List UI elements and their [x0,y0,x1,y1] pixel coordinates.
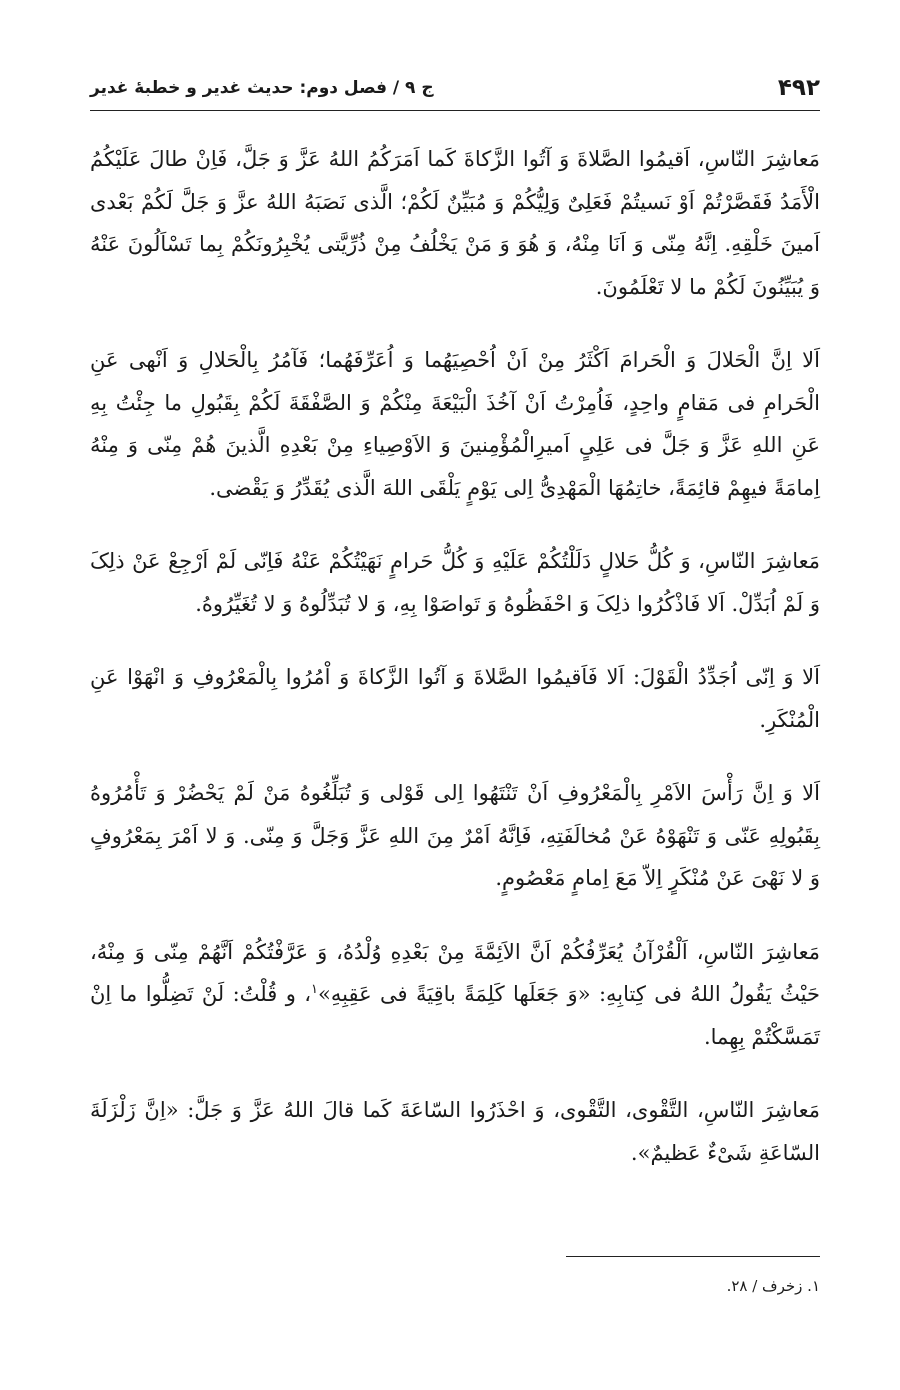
footnote: ۱. زخرف / ۲۸. [726,1277,820,1295]
paragraph-6 [90,931,820,1059]
page-number: ۴۹۲ [777,75,820,101]
paragraph-3: مَعاشِرَ النّاسِ، وَ کُلُّ حَلالٍ دَلَلْتُکُمْ عَلَیْهِ وَ کُلُّ حَرامٍ نَهَیْتُکُمْ عَنْهُ فَاِنّی لَمْ اَرْجِعْ عَنْ ذلِکَ وَ لَمْ اُبَدِّلْ. اَلا فَاذْکُرُوا ذلِکَ وَ احْفَظُوهُ وَ تَواصَوْا بِهِ، وَ لا تُبَدِّلُوهُ وَ لا تُغَیِّرُوهُ. [90,549,820,616]
main-text [90,138,820,1174]
paragraph-5: اَلا وَ اِنَّ رَأْسَ الاَمْرِ بِالْمَعْرُوفِ اَنْ تَنْتَهُوا اِلی قَوْلی وَ تُبَلِّغُوهُ مَنْ لَمْ یَحْضُرْ وَ تَأْمُرُوهُ بِقَبُولِهِ عَنّی وَ تَنْهَوْهُ عَنْ مُخالَفَتِهِ، فَاِنَّهُ اَمْرٌ مِنَ اللهِ عَزَّ وَجَلَّ وَ مِنّی. وَ لا اَمْرَ بِمَعْرُوفٍ وَ لا نَهْیَ عَنْ مُنْکَرٍ اِلاّ مَعَ اِمامٍ مَعْصُومٍ. [90,781,820,890]
page-header [90,66,820,111]
paragraph-1: مَعاشِرَ النّاسِ، اَقیمُوا الصَّلاةَ وَ آتُوا الزَّکاةَ کَما اَمَرَکُمُ اللهُ عَزَّ وَ جَلَّ، فَاِنْ طالَ عَلَیْکُمُ الْأَمَدُ فَقَصَّرْتُمْ اَوْ نَسیتُمْ فَعَلِیٌ وَلِیُّکُمْ وَ مُبَیِّنٌ لَکُمْ؛ الَّذی نَصَبَهُ اللهُ عزَّ وَ جَلَّ لَکُمْ بَعْدی اَمینَ خَلْقِهِ. اِنَّهُ مِنّی وَ اَنَا مِنْهُ، وَ هُوَ وَ مَنْ یَخْلُفُ مِنْ ذُرِّیَّتی یُخْبِرُونَکُمْ بِما تَسْاَلُونَ عَنْهُ وَ یُبَیِّنُونَ لَکُمْ ما لا تَعْلَمُونَ. [90,147,820,299]
footnote-divider [566,1256,820,1257]
paragraph-7: مَعاشِرَ النّاسِ، التَّقْوی، التَّقْوی، وَ احْذَرُوا السّاعَةَ کَما قالَ اللهُ عَزَّ وَ جَلَّ: «اِنَّ زَلْزَلَةَ السّاعَةِ شَیْءٌ عَظیمٌ». [90,1098,820,1165]
paragraph-6-text: مَعاشِرَ النّاسِ، اَلْقُرْآنُ یُعَرِّفُکُمْ اَنَّ الاَئِمَّةَ مِنْ بَعْدِهِ وُلْدُهُ، وَ عَرَّفْتُکُمْ اَنَّهُمْ مِنّی وَ مِنْهُ، حَیْثُ یَقُولُ اللهُ فی کِتابِهِ: «وَ جَعَلَها کَلِمَةً باقِیَةً فی عَقِبِهِ» [90,939,820,1006]
paragraph-6-tail: ، و قُلْتُ: لَنْ تَضِلُّوا ما اِنْ تَمَسَّکْتُمْ بِهِما. [90,982,820,1049]
paragraph-4: اَلا وَ اِنّی اُجَدِّدُ الْقَوْلَ: اَلا فَاَقیمُوا الصَّلاةَ وَ آتُوا الزَّکاةَ وَ اْمُرُوا بِالْمَعْرُوفِ وَ انْهَوْا عَنِ الْمُنْکَرِ. [90,665,820,732]
footnote-reference[interactable]: ۱ [311,982,319,997]
running-title: ج ۹ / فصل دوم: حدیث غدیر و خطبهٔ غدیر [90,78,434,98]
paragraph-2: اَلا اِنَّ الْحَلالَ وَ الْحَرامَ اَکْثَرُ مِنْ اَنْ اُحْصِیَهُما وَ اُعَرِّفَهُما؛ فَآمُرُ بِالْحَلالِ وَ اَنْهی عَنِ الْحَرامِ فی مَقامٍ واحِدٍ، فَاُمِرْتُ اَنْ آخُذَ الْبَیْعَةَ مِنْکُمْ وَ الصَّفْقَةَ لَکُمْ بِقَبُولِ ما جِئْتُ بِهِ عَنِ اللهِ عَزَّ وَ جَلَّ فی عَلِیٍ اَمیرِالْمُؤْمِنینَ وَ الاَوْصِیاءِ مِنْ بَعْدِهِ الَّذینَ هُمْ مِنّی وَ مِنْهُ اِمامَةً فیهِمْ قائِمَةً، خاتِمُهَا الْمَهْدِیُّ اِلی یَوْمٍ یَلْقَی اللهَ الَّذی یُقَدِّرُ وَ یَقْضی. [90,348,820,500]
